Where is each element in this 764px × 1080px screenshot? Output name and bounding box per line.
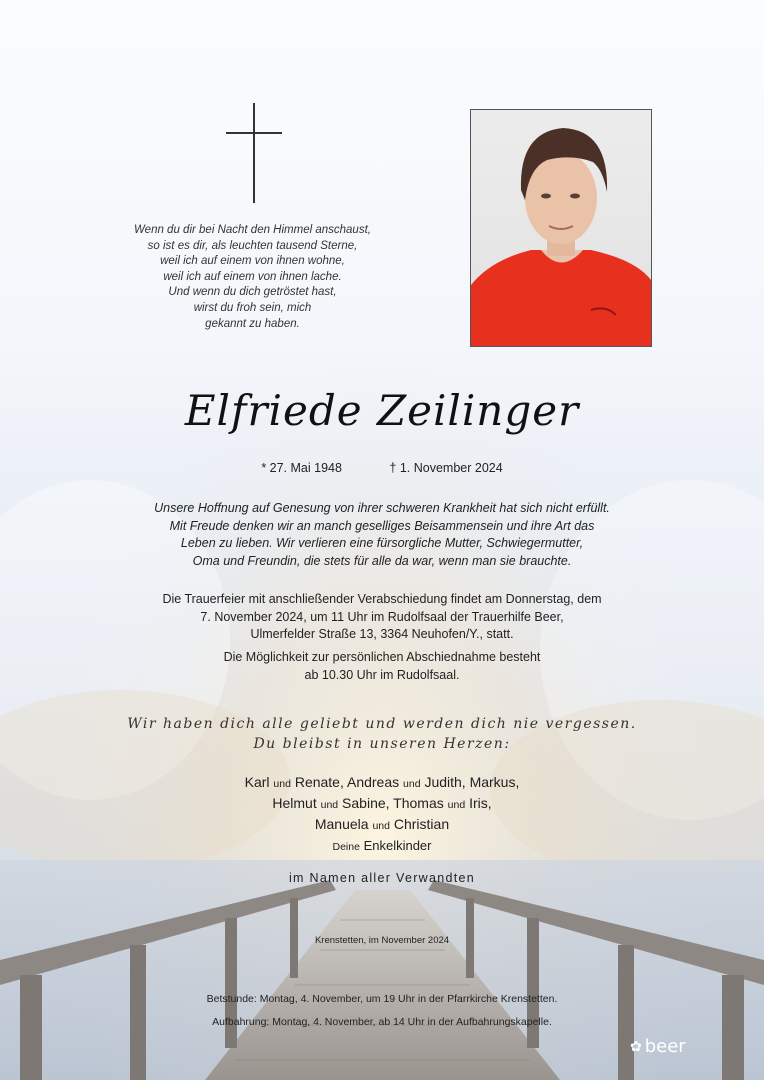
family-line: Karl und Renate, Andreas und Judith, Markus,	[244, 774, 520, 790]
farewell-line: ab 10.30 Uhr im Rudolfsaal.	[304, 667, 460, 682]
poem	[100, 223, 405, 332]
motto-line: Du bleibst in unseren Herzen:	[253, 736, 511, 752]
farewell-line: Die Möglichkeit zur persönlichen Abschiednahme besteht	[223, 650, 541, 664]
motto-line: Wir haben dich alle geliebt und werden dich nie vergessen.	[127, 716, 637, 732]
viewing-note: Aufbahrung: Montag, 4. November, ab 14 Uhr in der Aufbahrungskapelle.	[212, 1016, 552, 1028]
farewell-text	[80, 649, 684, 684]
poem-line: so ist es dir, als leuchten tausend Sterne,	[147, 239, 358, 252]
tribute-line: Unsere Hoffnung auf Genesung von ihrer schweren Krankheit hat sich nicht erfüllt.	[154, 501, 610, 515]
poem-line: weil ich auf einem von ihnen lache.	[163, 270, 342, 283]
ceremony-line: Ulmerfelder Straße 13, 3364 Neuhofen/Y., statt.	[250, 627, 514, 641]
deceased-name: Elfriede Zeilinger	[184, 386, 580, 435]
flower-icon: ✿	[630, 1038, 642, 1055]
family-line: Manuela und Christian	[314, 816, 450, 832]
place-date: Krenstetten, im November 2024	[314, 935, 450, 946]
poem-line: Wenn du dir bei Nacht den Himmel anschaust,	[134, 224, 371, 236]
family-names	[80, 773, 684, 836]
tribute-line: Oma und Freundin, die stets für alle da war, wenn man sie brauchte.	[192, 553, 572, 568]
funeral-home-logo: ✿ beer	[630, 1036, 686, 1057]
poem-line: wirst du froh sein, mich	[193, 301, 312, 314]
ceremony-text	[80, 591, 684, 644]
poem-line: Und wenn du dich getröstet hast,	[168, 286, 337, 299]
grandchildren: Deine Enkelkinder	[332, 838, 432, 853]
tribute-line: Leben zu lieben. Wir verlieren eine fürsorgliche Mutter, Schwiegermutter,	[180, 536, 584, 550]
ceremony-line: Die Trauerfeier mit anschließender Verabschiedung findet am Donnerstag, dem	[162, 592, 602, 606]
prayer-note: Betstunde: Montag, 4. November, um 19 Uhr in der Pfarrkirche Krenstetten.	[206, 993, 558, 1005]
tribute-text	[80, 500, 684, 570]
family-line: Helmut und Sabine, Thomas und Iris,	[272, 795, 492, 811]
poem-line: weil ich auf einem von ihnen wohne,	[160, 255, 345, 268]
death-date: † 1. November 2024	[389, 461, 503, 475]
ceremony-line: 7. November 2024, um 11 Uhr im Rudolfsaal der Trauerhilfe Beer,	[200, 609, 564, 624]
tribute-line: Mit Freude denken wir an manch geselliges Beisammensein und ihre Art das	[169, 518, 595, 533]
on-behalf-text: im Namen aller Verwandten	[288, 871, 476, 885]
poem-line: gekannt zu haben.	[205, 317, 300, 330]
motto	[80, 714, 684, 754]
portrait-photo	[470, 109, 652, 347]
birth-date: * 27. Mai 1948	[261, 461, 342, 475]
life-dates	[0, 461, 764, 475]
